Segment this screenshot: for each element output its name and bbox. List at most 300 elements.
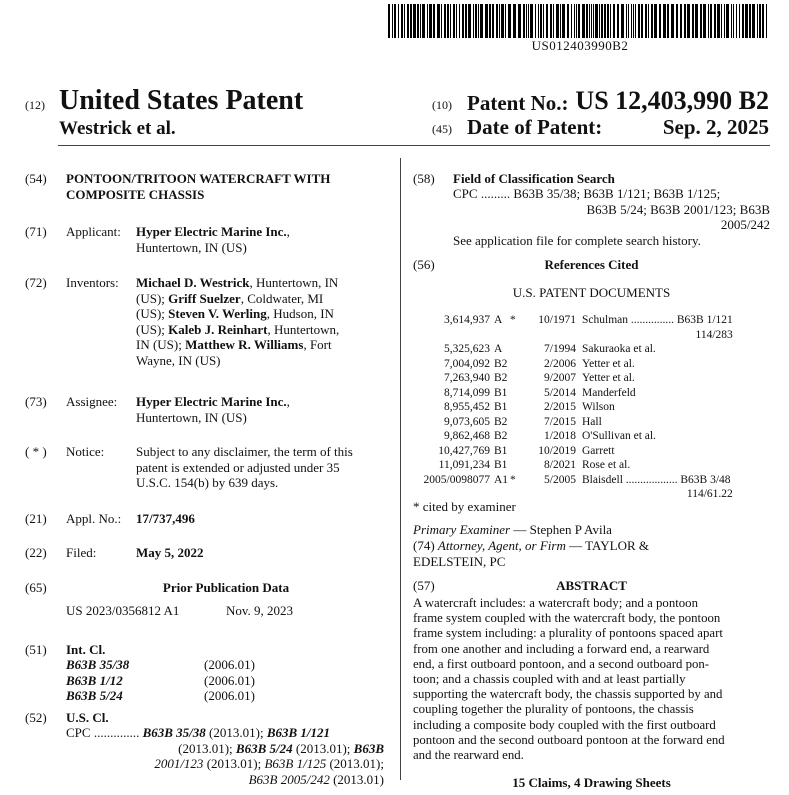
ref-date: 2/2015 <box>544 401 576 413</box>
examiner-label: Primary Examiner <box>413 522 511 537</box>
reference-row <box>412 415 733 430</box>
barcode-bar <box>560 4 561 38</box>
barcode-bar <box>433 4 435 38</box>
barcode-bar <box>401 4 403 38</box>
reference-row <box>412 473 733 488</box>
ref-star <box>510 429 526 444</box>
ref-number: 8,955,452 <box>444 401 490 413</box>
applicant-label: Applicant: <box>66 224 121 239</box>
ref-kind: A <box>494 314 503 326</box>
field-title: Field of Classification Search <box>453 171 615 186</box>
barcode-bar <box>586 4 588 38</box>
barcode-bar <box>766 4 767 38</box>
abstract-line: and the rearward end. <box>413 748 524 763</box>
attorney-name: — TAYLOR & <box>565 538 649 553</box>
barcode-bar <box>562 4 565 38</box>
notice-line-3: U.S.C. 154(b) by 639 days. <box>136 475 279 490</box>
ref-name: Schulman ............... B63B 1/121 <box>582 314 733 326</box>
ref-name: Blaisdell .................. B63B 3/48 <box>582 473 731 486</box>
barcode-bar <box>607 4 609 38</box>
barcode-bar <box>550 4 552 38</box>
intcl-class: B63B 1/12 <box>66 672 123 688</box>
reference-row <box>412 458 733 473</box>
barcode-bar <box>731 4 732 38</box>
ref-name: Hall <box>582 415 602 428</box>
barcode-bar <box>700 4 702 38</box>
assignee-name: Hyper Electric Marine Inc. <box>136 394 287 409</box>
cpc-version: (2013.01); <box>326 756 384 771</box>
barcode-bar <box>695 4 698 38</box>
cpc-class: B63B 1/121 <box>266 725 331 740</box>
barcode-bar <box>638 4 640 38</box>
notice-code: ( * ) <box>25 444 47 459</box>
ref-number: 11,091,234 <box>438 459 490 471</box>
barcode-bar <box>427 4 428 38</box>
barcode-bar <box>613 4 615 38</box>
abstract-line: coupling together the plurality of pontoons, the chassis <box>413 702 694 717</box>
ref-number: 7,004,092 <box>444 357 490 370</box>
code-12: (12) <box>25 98 45 112</box>
barcode-bar <box>501 4 504 38</box>
reference-row <box>412 342 733 357</box>
barcode-bar <box>757 4 758 38</box>
barcode-bar <box>441 4 442 38</box>
assignee-code: (73) <box>25 394 47 409</box>
cpc-class: B63B 5/24 <box>235 740 293 756</box>
cpc-class: B63B 35/38 <box>142 725 206 740</box>
ref-kind: B1 <box>494 444 508 457</box>
abstract-line: frame system including: a plurality of pontoons spaced apart <box>413 626 723 641</box>
cpc-version: (2013.01); <box>178 740 236 756</box>
ref-star <box>510 371 526 386</box>
barcode-bar <box>631 4 632 38</box>
patent-number: US 12,403,990 B2 <box>575 86 769 115</box>
ref-date: 1/2018 <box>544 430 576 442</box>
intcl-class: B63B 5/24 <box>66 688 123 703</box>
ref-name: Sakuraoka et al. <box>582 343 656 355</box>
uscl-label: U.S. Cl. <box>66 710 109 725</box>
barcode-bar <box>538 4 539 38</box>
inventors-list <box>136 275 386 368</box>
prior-code: (65) <box>25 580 47 595</box>
field-line-2: B63B 5/24; B63B 2001/123; B63B <box>586 201 770 217</box>
ref-kind: B1 <box>494 386 508 399</box>
ref-number: 2005/0098077 <box>423 473 490 486</box>
barcode-bar <box>518 4 521 38</box>
barcode-bar <box>626 4 627 38</box>
prior-date: Nov. 9, 2023 <box>226 603 294 618</box>
appl-number: 17/737,496 <box>136 511 195 526</box>
barcode-bar <box>749 4 751 38</box>
abstract-title: ABSTRACT <box>556 578 627 593</box>
ref-date: 10/1971 <box>538 314 576 326</box>
inventor-2-country: (US); <box>136 306 169 321</box>
references-table <box>412 313 733 502</box>
barcode-bar <box>687 4 690 38</box>
barcode-bar <box>543 4 544 38</box>
date-label: Date of Patent: <box>467 115 603 139</box>
notice-line-1: Subject to any disclaimer, the term of this <box>136 444 353 459</box>
uscl-code: (52) <box>25 710 47 725</box>
cpc-block <box>66 725 384 787</box>
attorney-label: Attorney, Agent, or Firm <box>437 538 566 553</box>
barcode-bar <box>641 4 643 38</box>
barcode-bar <box>574 4 575 38</box>
barcode-bar <box>703 4 706 38</box>
refs-title: References Cited <box>544 257 639 272</box>
barcode-bar <box>528 4 529 38</box>
inventor-3-location: , Hudson, IN <box>266 306 334 321</box>
barcode-bar <box>492 4 494 38</box>
barcode-bar <box>595 4 598 38</box>
inventor-short: Westrick et al. <box>59 118 176 139</box>
ref-date: 7/1994 <box>544 343 576 355</box>
barcode-bar <box>621 4 624 38</box>
barcode-bar <box>676 4 678 38</box>
title-line-2: COMPOSITE CHASSIS <box>66 186 205 202</box>
barcode-bar <box>496 4 498 38</box>
barcode-bar <box>567 4 569 38</box>
reference-row <box>412 371 733 386</box>
barcode-bar <box>489 4 491 38</box>
abstract-line: frame system coupled with the watercraft body, the pontoon <box>413 611 721 626</box>
barcode-bar <box>576 4 577 38</box>
claims-summary: 15 Claims, 4 Drawing Sheets <box>512 775 671 790</box>
abstract-line: from one another and including a forward end, a rearward <box>413 641 710 656</box>
inventor-4-location: , Huntertown, <box>267 321 340 337</box>
reference-row <box>412 444 733 459</box>
patent-date: Sep. 2, 2025 <box>662 115 769 139</box>
barcode-bar <box>413 4 416 38</box>
ref-kind: B2 <box>494 430 508 442</box>
barcode-bar <box>724 4 725 38</box>
column-divider <box>400 158 401 780</box>
inventor-4: Kaleb J. Reinhart <box>168 321 268 337</box>
inventor-1: Michael D. Westrick <box>136 275 250 290</box>
barcode-bar <box>710 4 712 38</box>
barcode <box>388 4 772 38</box>
title-line-1: PONTOON/TRITOON WATERCRAFT WITH <box>66 171 331 186</box>
ref-kind: B2 <box>494 357 508 370</box>
barcode-bar <box>530 4 533 38</box>
ref-name: Yetter et al. <box>582 357 635 370</box>
barcode-bar <box>429 4 432 38</box>
abstract-line: end, a first outboard pontoon, and a second outboard pon- <box>413 656 710 671</box>
barcode-bar <box>745 4 748 38</box>
cpc-class: B63B 1/125 <box>264 756 327 771</box>
filed-code: (22) <box>25 545 47 560</box>
barcode-bar <box>717 4 720 38</box>
barcode-bar <box>684 4 686 38</box>
ref-number: 10,427,769 <box>438 444 490 457</box>
barcode-bar <box>513 4 516 38</box>
abstract-code: (57) <box>413 578 435 593</box>
barcode-bar <box>680 4 682 38</box>
barcode-bar <box>422 4 425 38</box>
ref-classification: 114/283 <box>695 328 733 341</box>
ref-number: 7,263,940 <box>444 372 490 384</box>
barcode-bar <box>571 4 572 38</box>
barcode-bar <box>392 4 393 38</box>
barcode-bar <box>459 4 460 38</box>
intcl-class: B63B 35/38 <box>66 657 130 672</box>
intcl-version: (2006.01) <box>204 688 255 703</box>
inventor-4-country: IN (US); <box>136 337 186 352</box>
ref-star <box>510 458 526 473</box>
field-text <box>453 186 770 248</box>
barcode-number: US012403990B2 <box>531 38 629 53</box>
barcode-bar <box>692 4 694 38</box>
ref-number: 8,714,099 <box>444 386 490 399</box>
barcode-bar <box>473 4 474 38</box>
barcode-bar <box>475 4 477 38</box>
intcl-code: (51) <box>25 642 47 657</box>
reference-row <box>412 313 733 328</box>
barcode-bar <box>453 4 455 38</box>
barcode-bar <box>417 4 419 38</box>
filed-date: May 5, 2022 <box>136 545 204 560</box>
intcl-label: Int. Cl. <box>66 642 106 657</box>
ref-star <box>510 400 526 415</box>
barcode-bar <box>553 4 554 38</box>
barcode-bar <box>582 4 585 38</box>
ref-star <box>510 415 526 430</box>
attorney-name-2: EDELSTEIN, PC <box>413 553 506 569</box>
ref-kind: A1 <box>494 473 509 486</box>
cpc-version: (2013.01); <box>205 725 267 740</box>
field-line-4: See application file for complete search history. <box>453 232 701 248</box>
abstract-line: supporting the watercraft body, the chassis supported by and <box>413 687 723 702</box>
barcode-bar <box>733 4 734 38</box>
attorney-code: (74) <box>413 538 438 553</box>
barcode-bar <box>633 4 634 38</box>
patent-title <box>66 171 330 202</box>
notice-label: Notice: <box>66 444 105 459</box>
abstract-line: toon; and a chassis coupled with and at least partially <box>413 672 686 687</box>
barcode-bar <box>404 4 405 38</box>
abstract-line: pontoon and the second outboard pontoon at the forward end <box>413 732 725 747</box>
barcode-bar <box>540 4 542 38</box>
barcode-bar <box>462 4 464 38</box>
barcode-bar <box>759 4 761 38</box>
barcode-bar <box>645 4 647 38</box>
intcl-version: (2006.01) <box>204 657 255 672</box>
ref-star <box>510 386 526 401</box>
ref-number: 9,862,468 <box>444 430 490 442</box>
barcode-bar <box>726 4 729 38</box>
barcode-bar <box>739 4 740 38</box>
barcode-bar <box>478 4 479 38</box>
prior-pub: US 2023/0356812 A1 <box>66 603 180 618</box>
ref-kind: B1 <box>494 401 508 413</box>
header-rule <box>58 145 770 146</box>
ref-number: 9,073,605 <box>444 415 490 428</box>
inventor-5-country: Wayne, IN (US) <box>136 352 221 368</box>
inventor-5-location: , Fort <box>303 337 332 352</box>
ref-kind: B2 <box>494 372 508 384</box>
ref-name: Wilson <box>582 401 615 413</box>
intcl-version: (2006.01) <box>204 672 255 688</box>
barcode-bar <box>659 4 661 38</box>
refs-subtitle: U.S. PATENT DOCUMENTS <box>512 285 671 300</box>
ref-star <box>510 444 526 459</box>
ref-number: 3,614,937 <box>444 314 490 326</box>
barcode-bar <box>450 4 451 38</box>
examiner-name: — Stephen P Avila <box>510 522 612 537</box>
notice-line-2: patent is extended or adjusted under 35 <box>136 459 340 475</box>
ref-star <box>510 357 526 372</box>
barcode-bar <box>444 4 446 38</box>
barcode-bar <box>499 4 500 38</box>
cpc-class: B63B <box>353 740 384 756</box>
barcode-bar <box>589 4 590 38</box>
barcode-bar <box>505 4 506 38</box>
title-code: (54) <box>25 171 47 186</box>
barcode-bar <box>667 4 669 38</box>
barcode-bar <box>651 4 653 38</box>
ref-date: 5/2014 <box>544 386 576 399</box>
document-type: United States Patent <box>59 85 304 116</box>
reference-row <box>412 386 733 401</box>
barcode-bar <box>394 4 396 38</box>
examiner <box>413 522 612 538</box>
barcode-bar <box>578 4 580 38</box>
inventor-5: Matthew R. Williams <box>185 337 304 352</box>
ref-date: 10/2019 <box>538 444 576 457</box>
barcode-bar <box>407 4 409 38</box>
abstract-text <box>413 596 770 763</box>
ref-date: 9/2007 <box>544 372 576 384</box>
barcode-bar <box>508 4 511 38</box>
barcode-bar <box>635 4 636 38</box>
ref-star: * <box>510 314 516 326</box>
barcode-bar <box>648 4 649 38</box>
ref-kind: A <box>494 343 503 355</box>
applicant-code: (71) <box>25 224 47 239</box>
barcode-bar <box>593 4 594 38</box>
barcode-bar <box>546 4 548 38</box>
ref-date: 7/2015 <box>544 415 576 428</box>
inventor-2-location: , Coldwater, MI <box>240 290 324 306</box>
ref-date: 8/2021 <box>544 459 576 471</box>
cpc-version: (2013.01); <box>292 740 354 756</box>
refs-code: (56) <box>413 257 435 272</box>
assignee: Hyper Electric Marine Inc., Huntertown, IN (US) <box>136 394 290 425</box>
barcode-bar <box>628 4 629 38</box>
barcode-bar <box>437 4 440 38</box>
ref-name: Manderfeld <box>582 386 636 399</box>
barcode-bar <box>485 4 488 38</box>
inventor-1-location: , Huntertown, IN <box>249 275 339 290</box>
ref-star <box>510 342 526 357</box>
assignee-label: Assignee: <box>66 394 118 409</box>
barcode-bar <box>714 4 716 38</box>
inventors-label: Inventors: <box>66 275 119 290</box>
intcl-list <box>66 657 255 704</box>
assignee-location: Huntertown, IN (US) <box>136 409 247 425</box>
applicant: Hyper Electric Marine Inc., Huntertown, IN (US) <box>136 224 290 255</box>
barcode-bar <box>388 4 390 38</box>
barcode-bar <box>468 4 471 38</box>
barcode-bar <box>601 4 603 38</box>
abstract-line: including a composite body coupled with the first outboard <box>413 717 716 732</box>
barcode-bar <box>671 4 674 38</box>
abstract-line: A watercraft includes: a watercraft body; and a pontoon <box>413 596 698 610</box>
barcode-bar <box>742 4 744 38</box>
ref-date: 2/2006 <box>544 357 576 370</box>
barcode-bar <box>708 4 709 38</box>
cpc-class: B63B 2005/242 <box>248 771 330 787</box>
applicant-location: Huntertown, IN (US) <box>136 239 247 255</box>
field-line-1: CPC ......... B63B 35/38; B63B 1/121; B63B 1/125; <box>453 186 721 201</box>
barcode-bar <box>752 4 755 38</box>
barcode-bar <box>526 4 527 38</box>
reference-row <box>412 429 733 444</box>
ref-name: Garrett <box>582 444 615 457</box>
ref-name: Rose et al. <box>582 459 631 471</box>
barcode-bar <box>556 4 559 38</box>
patent-no-label: Patent No.: <box>467 91 569 115</box>
barcode-bar <box>535 4 536 38</box>
inventor-3-country: (US); <box>136 321 169 337</box>
barcode-bar <box>447 4 449 38</box>
ref-classification: 114/61.22 <box>686 488 733 500</box>
barcode-bar <box>617 4 619 38</box>
appl-label: Appl. No.: <box>66 511 122 526</box>
ref-name: Yetter et al. <box>582 372 635 384</box>
filed-label: Filed: <box>66 545 97 560</box>
cpc-version: (2013.01) <box>329 771 384 787</box>
barcode-bar <box>736 4 737 38</box>
ref-date: 5/2005 <box>544 473 576 486</box>
cited-note: * cited by examiner <box>413 499 516 514</box>
reference-row <box>412 400 733 415</box>
ref-star: * <box>510 473 516 486</box>
barcode-bar <box>604 4 606 38</box>
reference-row <box>412 357 733 372</box>
barcode-bar <box>465 4 467 38</box>
barcode-bar <box>480 4 483 38</box>
barcode-bar <box>654 4 657 38</box>
applicant-name: Hyper Electric Marine Inc. <box>136 224 287 239</box>
code-10: (10) <box>432 98 452 112</box>
barcode-bar <box>762 4 764 38</box>
inventors-code: (72) <box>25 275 47 290</box>
barcode-bar <box>599 4 600 38</box>
inventor-1-country: (US); <box>136 290 169 306</box>
ref-number: 5,325,623 <box>444 343 490 355</box>
field-code: (58) <box>413 171 435 186</box>
barcode-bar <box>591 4 592 38</box>
prior-title: Prior Publication Data <box>162 580 290 595</box>
ref-name: O'Sullivan et al. <box>582 430 656 442</box>
ref-kind: B2 <box>494 415 508 428</box>
cpc-class: 2001/123 <box>154 756 204 771</box>
barcode-bar <box>523 4 525 38</box>
code-45: (45) <box>432 122 452 136</box>
barcode-bar <box>420 4 421 38</box>
barcode-bar <box>610 4 611 38</box>
cpc-version: (2013.01); <box>203 756 265 771</box>
reference-row-continued <box>412 328 733 343</box>
inventor-2: Griff Suelzer <box>168 290 241 306</box>
notice-text <box>136 444 386 491</box>
barcode-bar <box>456 4 457 38</box>
ref-kind: B1 <box>494 459 508 471</box>
barcode-bar <box>663 4 666 38</box>
barcode-bar <box>410 4 412 38</box>
inventor-3: Steven V. Werling <box>168 306 267 321</box>
